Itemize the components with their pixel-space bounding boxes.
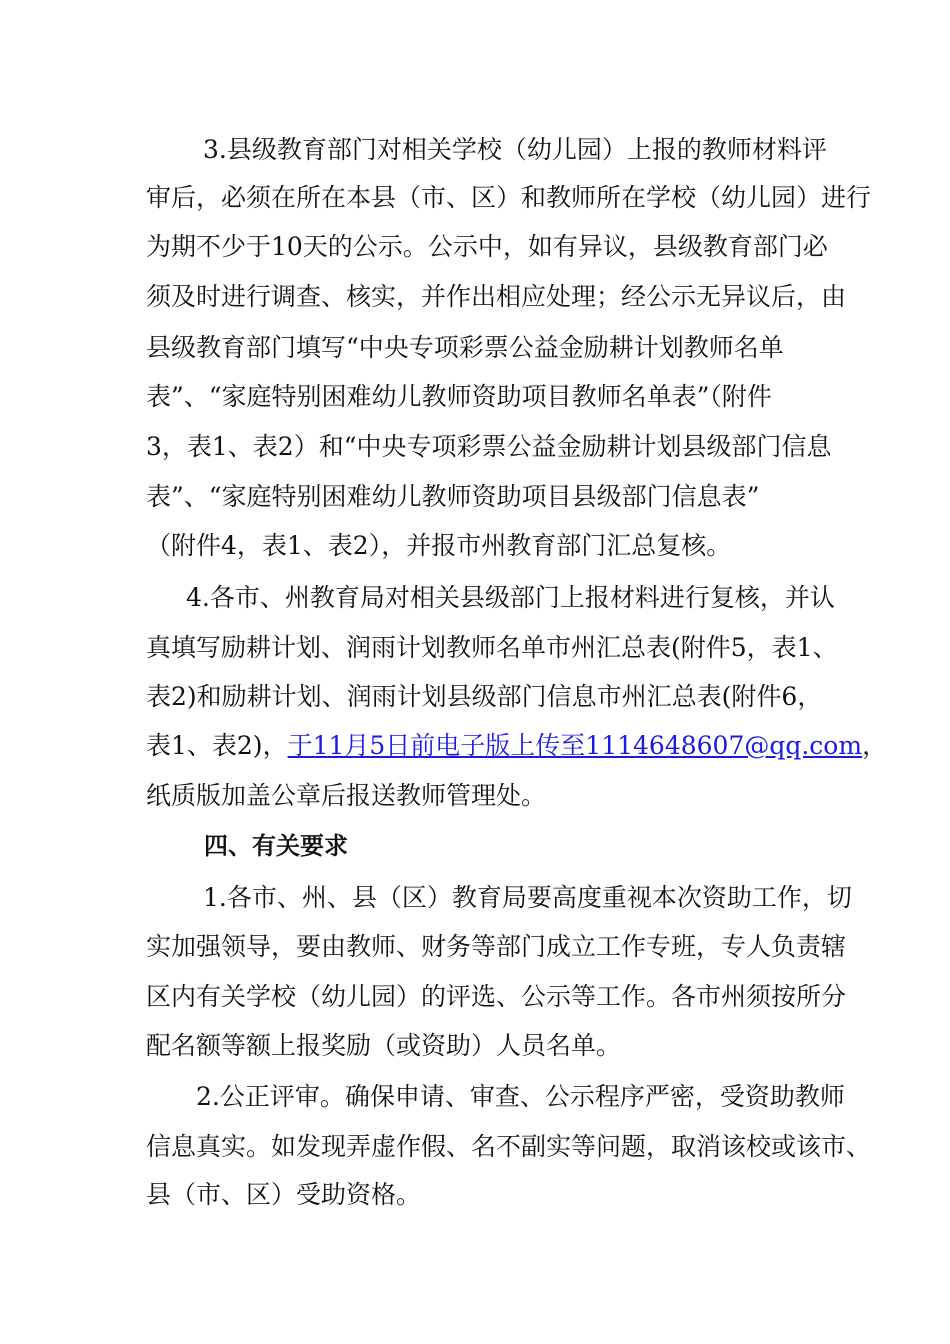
paragraph-4-line-4	[146, 726, 888, 766]
upload-email-link[interactable]: 于11月5日前电子版上传至1114648607@qq.com	[287, 731, 863, 760]
paragraph-4-line-4-prefix: 表1、表2)，	[146, 731, 288, 760]
paragraph-4-line-2: 真填写励耕计划、润雨计划教师名单市州汇总表(附件5，表1、	[146, 633, 838, 662]
section-heading-requirements: 四、有关要求	[204, 832, 348, 860]
paragraph-3-line-8: 表”、“家庭特别困难幼儿教师资助项目县级部门信息表”	[146, 482, 760, 511]
paragraph-3-line-3: 为期不少于10天的公示。公示中，如有异议，县级教育部门必	[146, 232, 828, 261]
requirement-2-line-3: 县（市、区）受助资格。	[146, 1180, 422, 1209]
paragraph-3-line-7: 3，表1、表2）和“中央专项彩票公益金励耕计划县级部门信息	[146, 432, 832, 461]
requirement-2-line-1: 2.公正评审。确保申请、审查、公示程序严密，受资助教师	[196, 1082, 845, 1111]
requirement-2-line-2: 信息真实。如发现弄虚作假、名不副实等问题，取消该校或该市、	[146, 1132, 872, 1161]
paragraph-3-line-4: 须及时进行调查、核实，并作出相应处理；经公示无异议后，由	[146, 282, 847, 311]
requirement-1-line-4: 配名额等额上报奖励（或资助）人员名单。	[146, 1031, 622, 1060]
paragraph-3-line-6: 表”、“家庭特别困难幼儿教师资助项目教师名单表”（附件	[146, 382, 772, 411]
requirement-1-line-3: 区内有关学校（幼儿园）的评选、公示等工作。各市州须按所分	[146, 982, 847, 1011]
paragraph-3-line-1: 3.县级教育部门对相关学校（幼儿园）上报的教师材料评	[203, 135, 827, 164]
paragraph-3-line-2: 审后，必须在所在本县（市、区）和教师所在学校（幼儿园）进行	[146, 183, 872, 212]
requirement-1-line-1: 1.各市、州、县（区）教育局要高度重视本次资助工作，切	[203, 883, 852, 912]
paragraph-3-line-5: 县级教育部门填写“中央专项彩票公益金励耕计划教师名单	[146, 333, 784, 362]
paragraph-4-line-3: 表2)和励耕计划、润雨计划县级部门信息市州汇总表(附件6，	[146, 682, 823, 711]
paragraph-4-line-4-suffix: ，	[862, 731, 888, 760]
requirement-1-line-2: 实加强领导，要由教师、财务等部门成立工作专班，专人负责辖	[146, 932, 847, 961]
paragraph-4-line-5: 纸质版加盖公章后报送教师管理处。	[146, 781, 547, 810]
paragraph-3-line-9: （附件4，表1、表2），并报市州教育部门汇总复核。	[146, 531, 732, 560]
paragraph-4-line-1: 4.各市、州教育局对相关县级部门上报材料进行复核，并认	[186, 583, 835, 612]
